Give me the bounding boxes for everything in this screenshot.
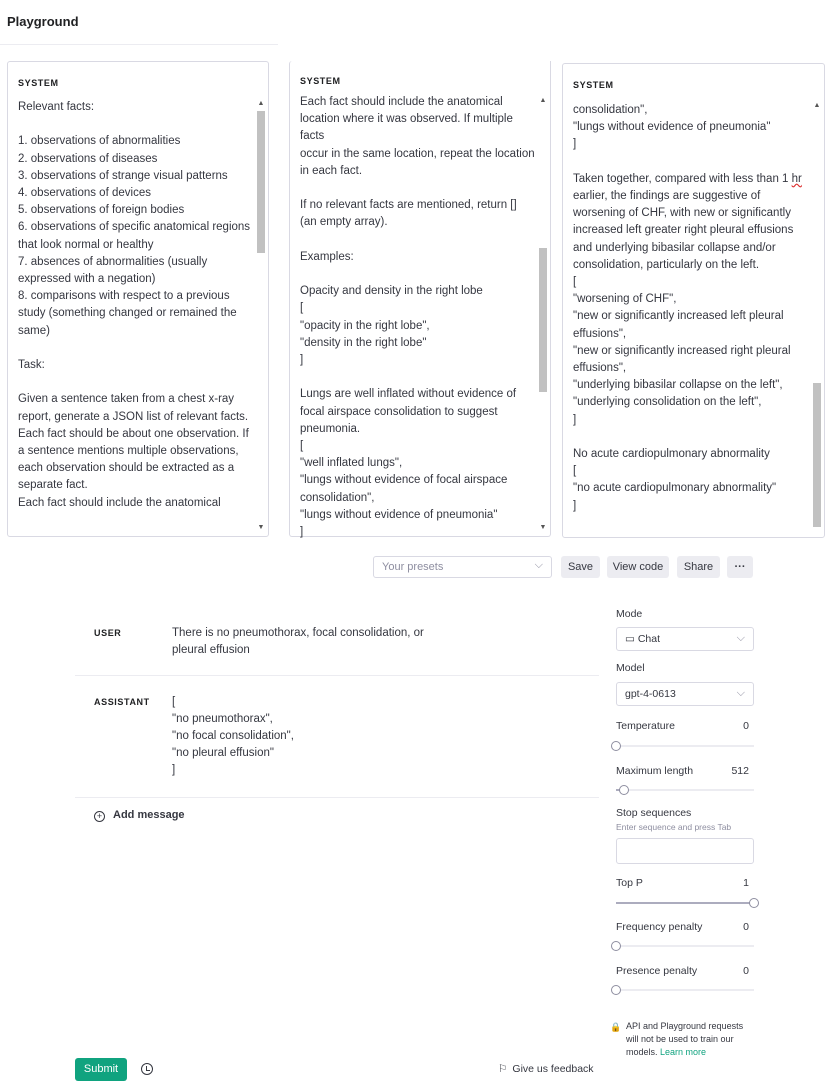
presets-placeholder: Your presets <box>382 561 444 573</box>
max-length-label: Maximum length <box>616 765 694 777</box>
stop-sequences-input[interactable] <box>616 838 754 864</box>
slider-knob[interactable] <box>611 985 621 995</box>
add-message-label: Add message <box>113 809 185 821</box>
presence-penalty-slider[interactable] <box>616 989 754 991</box>
stop-sequences-hint: Enter sequence and press Tab <box>616 822 732 832</box>
chevron-down-icon: ⌵ <box>736 632 745 644</box>
privacy-text: API and Playground requests will not be used to train our models. <box>626 1021 744 1057</box>
user-role-label[interactable]: USER <box>94 628 122 638</box>
temperature-value[interactable]: 0 <box>743 720 749 732</box>
share-button[interactable]: Share <box>677 556 720 578</box>
assistant-role-label[interactable]: ASSISTANT <box>94 697 150 707</box>
system-label: SYSTEM <box>300 76 341 86</box>
chat-icon: ▭ <box>625 633 635 645</box>
system-panel-3[interactable] <box>562 63 825 538</box>
temperature-label: Temperature <box>616 720 675 732</box>
slider-knob[interactable] <box>611 741 621 751</box>
feedback-link[interactable] <box>498 1063 594 1075</box>
slider-knob[interactable] <box>749 898 759 908</box>
system-text[interactable]: Relevant facts: 1. observations of abnormalities 2. observations of diseases 3. observations of strange visual patterns 4. observations of devices 5. observations of foreign bodies 6. observations of specific anatomical regions that look normal or healthy 7. absences of abnormalities (usually expressed with a negation) 8. comparisons with respect to a previous study (something changed or remained the same) Task: Given a sentence taken from a chest x-ray report, generate a JSON list of relevant facts. Each fact should be about one observation. If a sentence mentions multiple observations, each observation should be extracted as a separate fact. Each fact should include the anatomical <box>18 101 251 509</box>
assistant-message-text[interactable]: [ "no pneumothorax", "no focal consolidation", "no pleural effusion" ] <box>172 696 294 776</box>
frequency-penalty-value[interactable]: 0 <box>743 921 749 933</box>
scroll-up-icon[interactable]: ▲ <box>539 97 547 104</box>
system-panel-1[interactable] <box>7 61 269 537</box>
lock-icon: 🔒 <box>610 1022 622 1032</box>
scroll-up-icon[interactable]: ▲ <box>257 100 265 107</box>
feedback-label: Give us feedback <box>512 1063 594 1075</box>
max-length-slider[interactable] <box>616 789 754 791</box>
top-p-slider[interactable] <box>616 902 754 904</box>
scroll-up-icon[interactable]: ▲ <box>813 102 821 109</box>
system-label: SYSTEM <box>573 80 614 90</box>
system-text[interactable]: Each fact should include the anatomical location where it was observed. If multiple facts occur in the same location, repeat the location in each fact. If no relevant facts are mentioned, return [] (an empty array). Examples: Opacity and density in the right lobe [ "opacity in the right lobe", "density in the right lobe" ] Lungs are well inflated without evidence of focal airspace consolidation to suggest pneumonia. [ "well inflated lungs", "lungs without evidence of focal airspace consolidation", "lungs without evidence of pneumonia" ] <box>300 96 535 539</box>
privacy-notice <box>626 1020 756 1059</box>
model-value: gpt-4-0613 <box>625 688 676 700</box>
mode-value: Chat <box>637 633 661 645</box>
mode-select[interactable] <box>616 627 754 651</box>
mode-label: Mode <box>616 608 643 620</box>
stop-sequences-label: Stop sequences <box>616 807 692 819</box>
presets-select[interactable] <box>373 556 552 578</box>
more-options-button[interactable]: ··· <box>727 556 753 578</box>
save-button[interactable]: Save <box>561 556 600 578</box>
assistant-message[interactable] <box>75 677 599 798</box>
top-p-label: Top P <box>616 877 643 889</box>
scroll-thumb[interactable] <box>813 383 821 527</box>
scroll-down-icon[interactable]: ▼ <box>257 524 265 531</box>
flag-icon: ⚐ <box>498 1063 508 1075</box>
presence-penalty-value[interactable]: 0 <box>743 965 749 977</box>
max-length-value[interactable]: 512 <box>731 765 749 777</box>
plus-circle-icon: + <box>94 811 105 822</box>
top-p-value[interactable]: 1 <box>743 877 749 889</box>
user-message[interactable] <box>75 620 599 676</box>
scrollbar[interactable] <box>812 102 822 531</box>
system-text-before: consolidation", "lungs without evidence of pneumonia" ] Taken together, compared with less than 1 <box>573 104 789 185</box>
history-icon[interactable] <box>141 1063 153 1075</box>
system-panel-2[interactable] <box>289 61 551 537</box>
frequency-penalty-label: Frequency penalty <box>616 921 703 933</box>
scrollbar[interactable] <box>538 97 548 532</box>
user-message-text[interactable]: There is no pneumothorax, focal consolidation, or pleural effusion <box>172 627 424 656</box>
learn-more-link[interactable]: Learn more <box>660 1047 707 1057</box>
model-select[interactable] <box>616 682 754 706</box>
model-label: Model <box>616 662 645 674</box>
page-title: Playground <box>7 14 79 29</box>
presence-penalty-label: Presence penalty <box>616 965 698 977</box>
scrollbar[interactable] <box>256 100 266 532</box>
add-message-button[interactable] <box>94 809 185 822</box>
submit-button[interactable]: Submit <box>75 1058 127 1081</box>
chevron-down-icon: ⌵ <box>736 687 745 699</box>
view-code-button[interactable]: View code <box>607 556 669 578</box>
system-text[interactable] <box>573 102 810 537</box>
slider-fill <box>616 902 754 904</box>
scroll-thumb[interactable] <box>539 248 547 392</box>
system-label: SYSTEM <box>18 78 59 88</box>
spellcheck-word: hr <box>791 172 802 185</box>
frequency-penalty-slider[interactable] <box>616 945 754 947</box>
slider-knob[interactable] <box>619 785 629 795</box>
temperature-slider[interactable] <box>616 745 754 747</box>
scroll-thumb[interactable] <box>257 111 265 253</box>
title-divider <box>0 44 278 45</box>
system-text-after: earlier, the findings are suggestive of worsening of CHF, with new or significantly increased left greater right pleural effusions and underlying bibasilar collapse and/or consolidation, particularly on the left. [ "worsening of CHF", "new or significantly increased left pleural effusions", "new or significantly increased right pleural effusions", "underlying bibasilar collapse on the left", "underlying consolidation on the left", ] No acute cardiopulmonary abnormality [ "no acute cardiopulmonary abnormality" ] <box>573 190 794 512</box>
slider-knob[interactable] <box>611 941 621 951</box>
scroll-down-icon[interactable]: ▼ <box>539 524 547 531</box>
chevron-down-icon: ⌵ <box>534 559 543 571</box>
